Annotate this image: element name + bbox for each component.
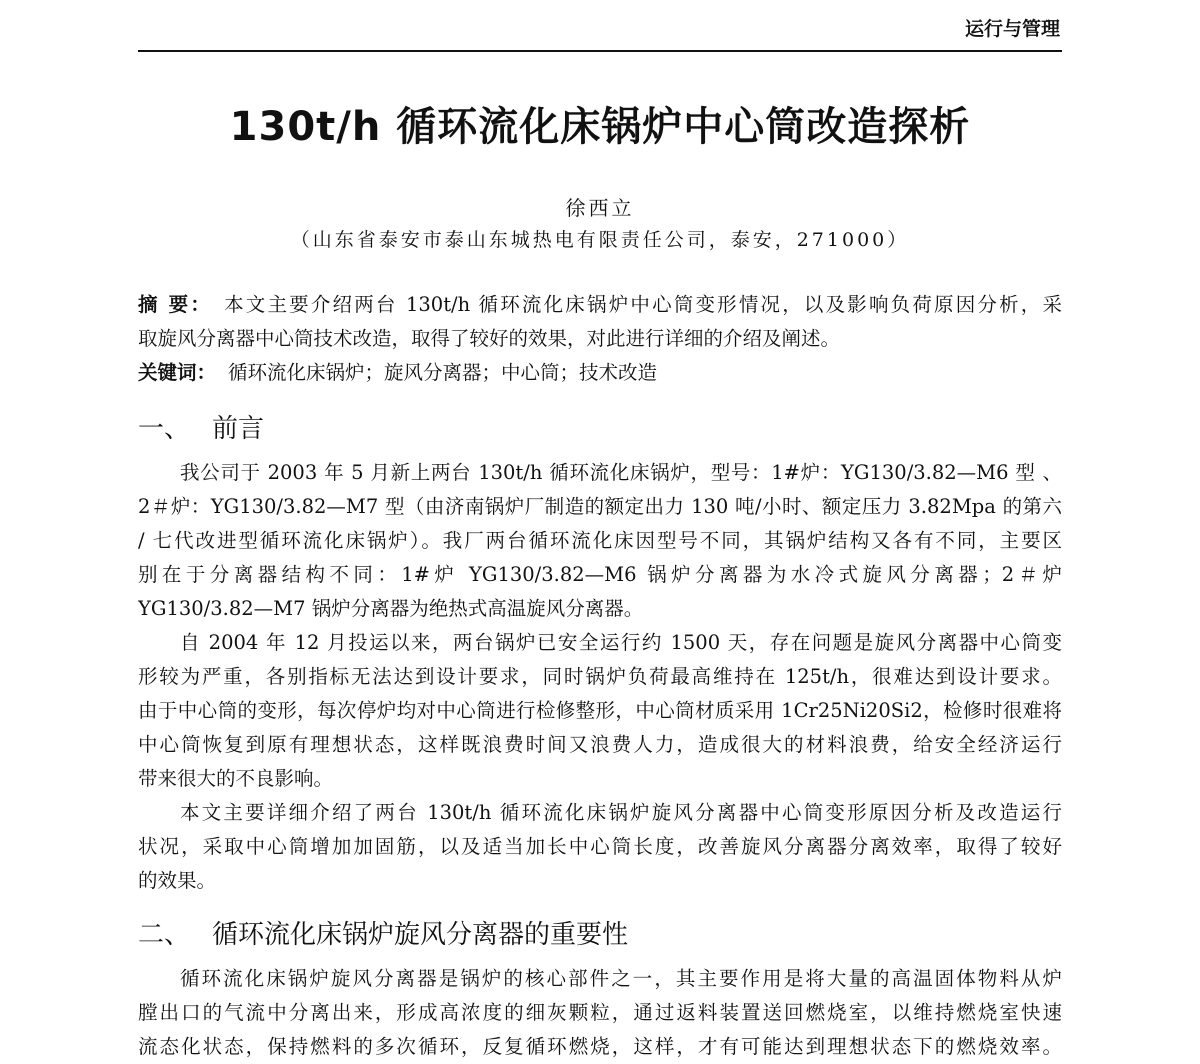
paragraph-line: 本文主要详细介绍了两台 130t/h 循环流化床锅炉旋风分离器中心筒变形原因分析及改造运行 xyxy=(180,801,1062,824)
section-heading-2 xyxy=(138,914,628,951)
section-number: 一、 xyxy=(138,414,191,444)
paragraph-line: 由于中心筒的变形，每次停炉均对中心筒进行检修整形，中心筒材质采用 1Cr25Ni20Si2，检修时很难将 xyxy=(138,699,1062,722)
section-1-body xyxy=(138,456,1062,898)
paragraph-line: 膛出口的气流中分离出来，形成高浓度的细灰颗粒，通过返料装置送回燃烧室，以维持燃烧室快速 xyxy=(138,1001,1062,1024)
keywords: 循环流化床锅炉；旋风分离器；中心筒；技术改造 xyxy=(228,361,658,384)
paragraph-line: 带来很大的不良影响。 xyxy=(138,767,334,790)
paragraph-line: 状况，采取中心筒增加加固筋，以及适当加长中心筒长度，改善旋风分离器分离效率，取得了较好 xyxy=(138,835,1062,858)
abstract-line: 取旋风分离器中心筒技术改造，取得了较好的效果，对此进行详细的介绍及阐述。 xyxy=(138,327,841,350)
section-title: 前言 xyxy=(212,414,265,444)
paragraph-line: / 七代改进型循环流化床锅炉）。我厂两台循环流化床因型号不同，其锅炉结构又各有不同，主要区 xyxy=(138,529,1062,552)
paragraph-line: 我公司于 2003 年 5 月新上两台 130t/h 循环流化床锅炉，型号：1#炉：YG130/3.82—M6 型 、 xyxy=(180,461,1062,484)
paragraph-line: 循环流化床锅炉旋风分离器是锅炉的核心部件之一，其主要作用是将大量的高温固体物料从炉 xyxy=(180,967,1062,990)
paragraph-line: 形较为严重，各别指标无法达到设计要求，同时锅炉负荷最高维持在 125t/h，很难达到设计要求。 xyxy=(138,665,1062,688)
paragraph-line: 流态化状态，保持燃料的多次循环，反复循环燃烧，这样，才有可能达到理想状态下的燃烧效率。 xyxy=(138,1035,1062,1058)
paragraph-line: 自 2004 年 12 月投运以来，两台锅炉已安全运行约 1500 天，存在问题是旋风分离器中心筒变 xyxy=(180,631,1062,654)
paragraph-line: 2＃炉：YG130/3.82—M7 型（由济南锅炉厂制造的额定出力 130 吨/小时、额定压力 3.82Mpa 的第六 xyxy=(138,495,1062,518)
paragraph-line: 的效果。 xyxy=(138,869,217,892)
section-heading-1 xyxy=(138,408,264,445)
affiliation: （山东省泰安市泰山东城热电有限责任公司，泰安，271000） xyxy=(290,229,910,251)
section-number: 二、 xyxy=(138,920,191,950)
paragraph-line: 别在于分离器结构不同：1#炉 YG130/3.82—M6 锅炉分离器为水冷式旋风分离器；2＃炉 xyxy=(138,563,1062,586)
abstract-label: 摘 要： xyxy=(138,293,213,316)
section-2-body xyxy=(138,962,1062,1064)
running-header: 运行与管理 xyxy=(964,18,1060,40)
keywords-label: 关键词： xyxy=(138,361,217,384)
header-rule xyxy=(138,50,1062,52)
paper-title: 130t/h 循环流化床锅炉中心筒改造探析 xyxy=(229,104,971,150)
author: 徐西立 xyxy=(565,196,635,220)
abstract-line: 本文主要介绍两台 130t/h 循环流化床锅炉中心筒变形情况，以及影响负荷原因分析，采 xyxy=(224,293,1062,316)
paragraph-line: YG130/3.82—M7 锅炉分离器为绝热式高温旋风分离器。 xyxy=(138,597,644,620)
paragraph-line: 中心筒恢复到原有理想状态，这样既浪费时间又浪费人力，造成很大的材料浪费，给安全经济运行 xyxy=(138,733,1062,756)
section-title: 循环流化床锅炉旋风分离器的重要性 xyxy=(212,920,629,950)
abstract xyxy=(138,288,1062,390)
